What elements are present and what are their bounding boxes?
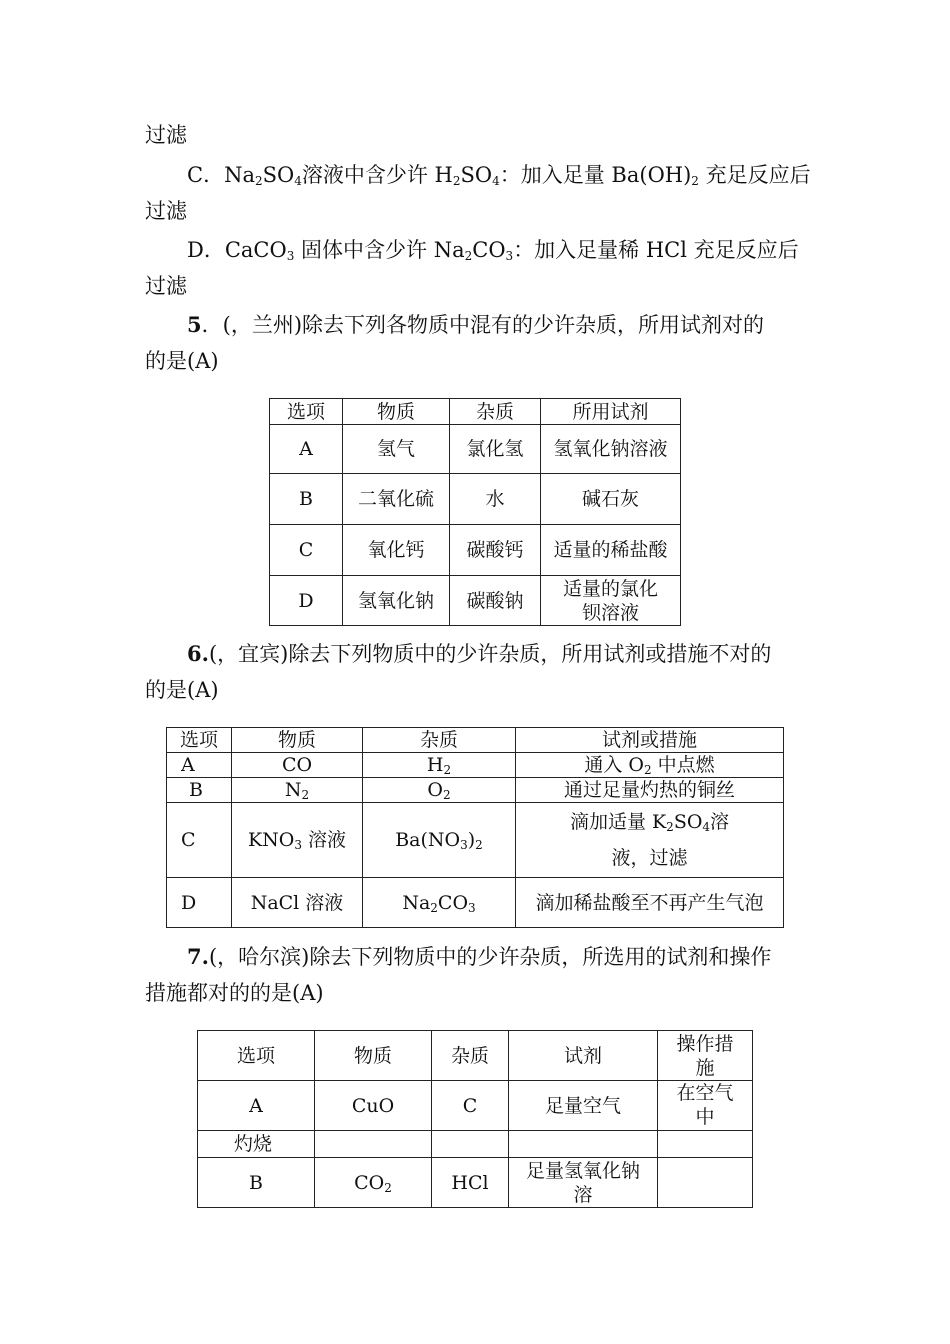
table-row (198, 1081, 753, 1131)
table-cell (658, 1158, 753, 1208)
table-row (270, 576, 681, 626)
table-row (198, 1158, 753, 1208)
table-cell: 在空气中 (658, 1081, 753, 1131)
table-cell: 碱石灰 (541, 474, 681, 525)
table-q6 (166, 727, 784, 928)
table-cell: 通过足量灼热的铜丝 (516, 778, 784, 803)
table-header-row (167, 728, 784, 753)
table-cell: 适量的稀盐酸 (541, 525, 681, 576)
table-row (167, 753, 784, 778)
table-cell: 滴加适量 $K_2SO_4$溶 液，过滤 (516, 803, 784, 878)
question-6-cont: 的是(A) (145, 678, 219, 702)
option-d-line: D．CaCO$_3$ 固体中含少许 $Na_2CO_3$：加入足量稀 HCl 充足反应后 (187, 238, 799, 263)
header-cell: 选项 (198, 1031, 315, 1081)
table-cell: 二氧化硫 (343, 474, 450, 525)
header-cell: 试剂或措施 (516, 728, 784, 753)
table-cell: $KNO_3$ 溶液 (232, 803, 363, 878)
table-cell (432, 1131, 509, 1158)
table-cell: A (270, 425, 343, 474)
table-cell: $H_2$ (363, 753, 516, 778)
table-cell: HCl (432, 1158, 509, 1208)
table-cell: C (270, 525, 343, 576)
table-header-row (198, 1031, 753, 1081)
table-cell: C (432, 1081, 509, 1131)
header-cell: 物质 (232, 728, 363, 753)
question-7-cont: 措施都对的的是(A) (145, 981, 324, 1005)
table-cell: A (167, 753, 232, 778)
table-row (167, 778, 784, 803)
table-header-row (270, 399, 681, 425)
table-row (167, 878, 784, 928)
paragraph-line: 过滤 (145, 199, 187, 223)
table-cell: 氢氧化钠 (343, 576, 450, 626)
table-cell: 水 (450, 474, 541, 525)
table-cell: 足量氢氧化钠溶 (509, 1158, 658, 1208)
header-cell: 杂质 (432, 1031, 509, 1081)
table-cell: 通入 $O_2$ 中点燃 (516, 753, 784, 778)
table-cell: CuO (315, 1081, 432, 1131)
table-cell: B (270, 474, 343, 525)
table-cell: $O_2$ (363, 778, 516, 803)
table-cell (509, 1131, 658, 1158)
table-cell: 氯化氢 (450, 425, 541, 474)
table-row (270, 474, 681, 525)
table-row (198, 1131, 753, 1158)
table-cell: D (167, 878, 232, 928)
header-cell: 杂质 (363, 728, 516, 753)
header-cell: 杂质 (450, 399, 541, 425)
table-cell: $N_2$ (232, 778, 363, 803)
table-cell: 适量的氯化钡溶液 (541, 576, 681, 626)
table-cell: 碳酸钙 (450, 525, 541, 576)
paragraph-line: 过滤 (145, 274, 187, 298)
header-cell: 操作措施 (658, 1031, 753, 1081)
table-cell: 氧化钙 (343, 525, 450, 576)
table-cell: 足量空气 (509, 1081, 658, 1131)
question-7: 7.(，哈尔滨)除去下列物质中的少许杂质，所选用的试剂和操作 (187, 944, 772, 969)
header-cell: 物质 (315, 1031, 432, 1081)
header-cell: 选项 (167, 728, 232, 753)
question-6: 6.(，宜宾)除去下列物质中的少许杂质，所用试剂或措施不对的 (187, 641, 772, 666)
table-cell (658, 1131, 753, 1158)
header-cell: 试剂 (509, 1031, 658, 1081)
question-5: 5．(，兰州)除去下列各物质中混有的少许杂质，所用试剂对的 (187, 312, 765, 337)
table-cell: 滴加稀盐酸至不再产生气泡 (516, 878, 784, 928)
table-q7 (197, 1030, 753, 1208)
table-cell: $Ba(NO_3)_2$ (363, 803, 516, 878)
table-cell: 灼烧 (198, 1131, 315, 1158)
header-cell: 所用试剂 (541, 399, 681, 425)
header-cell: 选项 (270, 399, 343, 425)
table-q5 (269, 398, 681, 626)
header-cell: 物质 (343, 399, 450, 425)
table-cell: 氢氧化钠溶液 (541, 425, 681, 474)
table-cell: CO (232, 753, 363, 778)
table-cell: 氢气 (343, 425, 450, 474)
question-5-cont: 的是(A) (145, 349, 219, 373)
table-row (270, 525, 681, 576)
table-cell (315, 1131, 432, 1158)
table-cell: D (270, 576, 343, 626)
table-cell: A (198, 1081, 315, 1131)
table-cell: B (167, 778, 232, 803)
table-row (167, 803, 784, 878)
table-cell: $CO_2$ (315, 1158, 432, 1208)
table-cell: $Na_2CO_3$ (363, 878, 516, 928)
table-cell: C (167, 803, 232, 878)
table-row (270, 425, 681, 474)
table-cell: 碳酸钠 (450, 576, 541, 626)
table-cell: B (198, 1158, 315, 1208)
paragraph-line: 过滤 (145, 123, 187, 147)
option-c-line: C．$Na_2SO_4$溶液中含少许 $H_2SO_4$：加入足量 $Ba(OH)_2$ 充足反应后 (187, 163, 811, 188)
table-cell: NaCl 溶液 (232, 878, 363, 928)
